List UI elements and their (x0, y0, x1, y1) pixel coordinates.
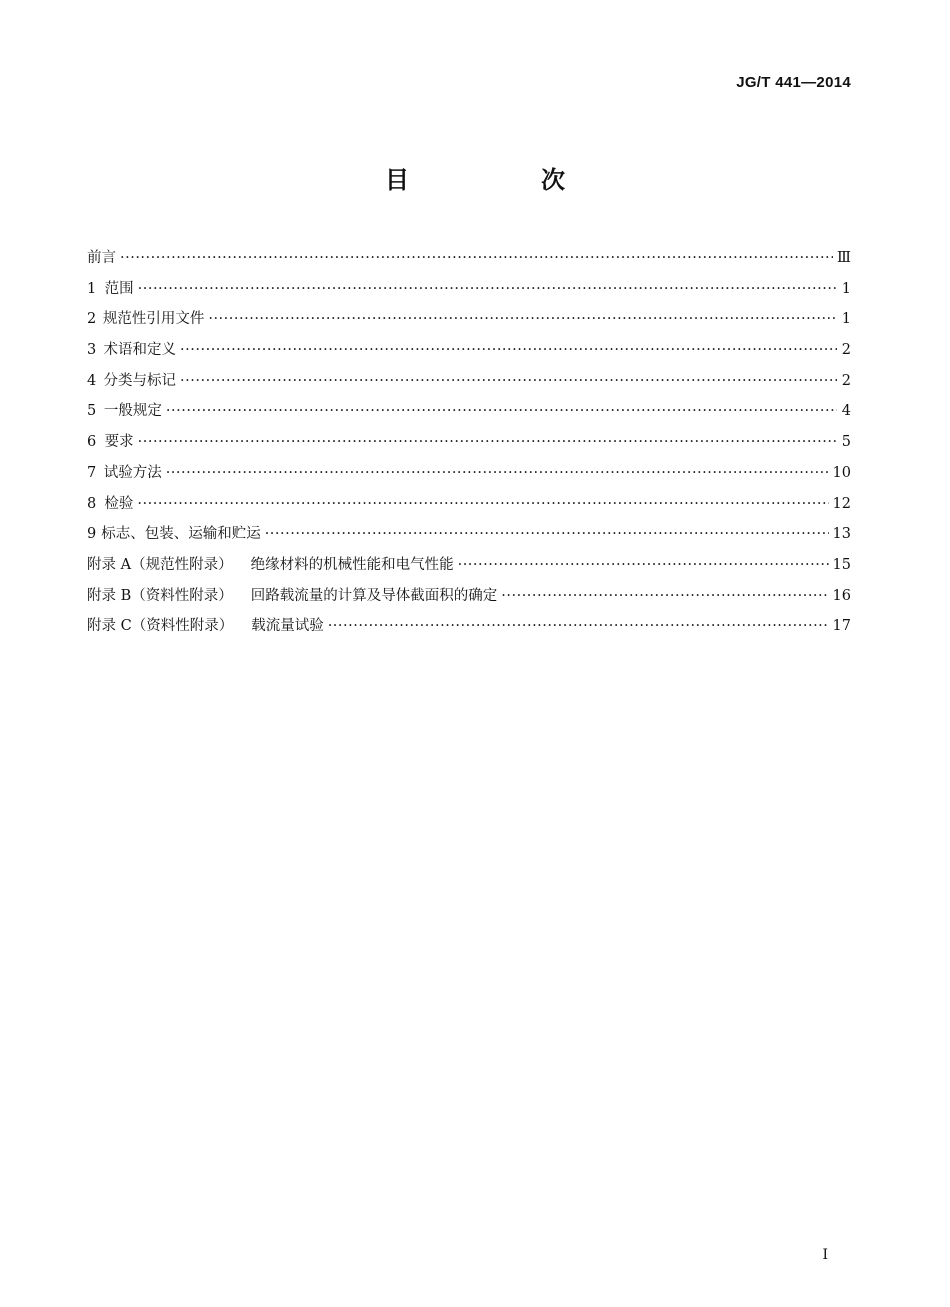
toc-leader-dots (137, 489, 828, 520)
toc-entry-page: 4 (841, 403, 851, 420)
toc-entry-page: 15 (832, 556, 851, 573)
toc-leader-dots (458, 550, 829, 581)
toc-entry-label: 分类与标记 (103, 372, 177, 389)
toc-leader-dots (138, 427, 837, 458)
toc-entry-label: 要求 (104, 434, 134, 451)
toc-entry-classification[interactable] (87, 366, 851, 397)
toc-entry-label: 规范性引用文件 (102, 311, 205, 328)
toc-entry-number: 9 (87, 526, 97, 543)
toc-entry-label: 一般规定 (103, 403, 162, 420)
page-title: 目 次 (385, 166, 619, 194)
toc-entry-label: 标志、包装、运输和贮运 (101, 526, 261, 543)
toc-entry-page: 12 (832, 495, 851, 512)
appendix-label: 附录 C（资料性附录） (87, 618, 234, 635)
toc-entry-page: 2 (841, 342, 851, 359)
standard-code: JG/T 441—2014 (736, 74, 851, 91)
toc-entry-page: 17 (832, 618, 851, 635)
toc-entry-number: 2 (87, 311, 97, 328)
toc-leader-dots (138, 274, 837, 305)
toc-entry-label: 试验方法 (103, 464, 162, 481)
appendix-title: 载流量试验 (251, 618, 324, 635)
toc-entry-scope[interactable] (87, 274, 851, 305)
toc-entry-page: 5 (841, 434, 851, 451)
toc-leader-dots (120, 243, 833, 274)
toc-entry-normative-references[interactable] (87, 304, 851, 335)
toc-entry-appendix-c[interactable] (87, 611, 851, 642)
toc-entry-inspection[interactable] (87, 489, 851, 520)
toc-entry-number: 6 (87, 434, 97, 451)
appendix-label: 附录 A（规范性附录） (87, 556, 233, 573)
toc-leader-dots (328, 611, 829, 642)
toc-entry-page: 10 (832, 464, 851, 481)
toc-entry-appendix-a[interactable] (87, 550, 851, 581)
toc-entry-general-provisions[interactable] (87, 396, 851, 427)
toc-entry-terms-definitions[interactable] (87, 335, 851, 366)
toc-entry-page: 1 (841, 280, 851, 297)
toc-entry-page: 13 (832, 526, 851, 543)
toc-entry-page: 2 (841, 372, 851, 389)
toc-leader-dots (208, 304, 837, 335)
toc-leader-dots (180, 366, 837, 397)
toc-entry-label: 前言 (87, 250, 116, 266)
appendix-title: 回路载流量的计算及导体截面积的确定 (250, 587, 498, 604)
toc-entry-number: 5 (87, 403, 97, 420)
toc-leader-dots (180, 335, 837, 366)
appendix-label: 附录 B（资料性附录） (87, 587, 233, 604)
toc-entry-number: 7 (87, 464, 97, 481)
toc-leader-dots (265, 519, 829, 550)
page-number: I (822, 1247, 828, 1263)
toc-entry-number: 4 (87, 372, 97, 389)
toc-entry-appendix-b[interactable] (87, 581, 851, 612)
table-of-contents (87, 243, 851, 642)
toc-entry-page: Ⅲ (837, 250, 851, 266)
toc-entry-label: 术语和定义 (103, 342, 177, 359)
toc-leader-dots (166, 458, 829, 489)
toc-leader-dots (166, 396, 837, 427)
toc-entry-test-methods[interactable] (87, 458, 851, 489)
toc-entry-label: 范围 (104, 280, 134, 297)
toc-entry-number: 3 (87, 342, 97, 359)
toc-entry-foreword[interactable] (87, 243, 851, 274)
toc-entry-marking-packaging[interactable] (87, 519, 851, 550)
toc-entry-requirements[interactable] (87, 427, 851, 458)
toc-entry-page: 16 (832, 587, 851, 604)
toc-entry-number: 1 (87, 280, 97, 297)
toc-leader-dots (501, 581, 828, 612)
toc-entry-label: 检验 (104, 495, 134, 512)
appendix-title: 绝缘材料的机械性能和电气性能 (250, 556, 454, 573)
toc-entry-page: 1 (841, 311, 851, 328)
toc-entry-number: 8 (87, 495, 97, 512)
